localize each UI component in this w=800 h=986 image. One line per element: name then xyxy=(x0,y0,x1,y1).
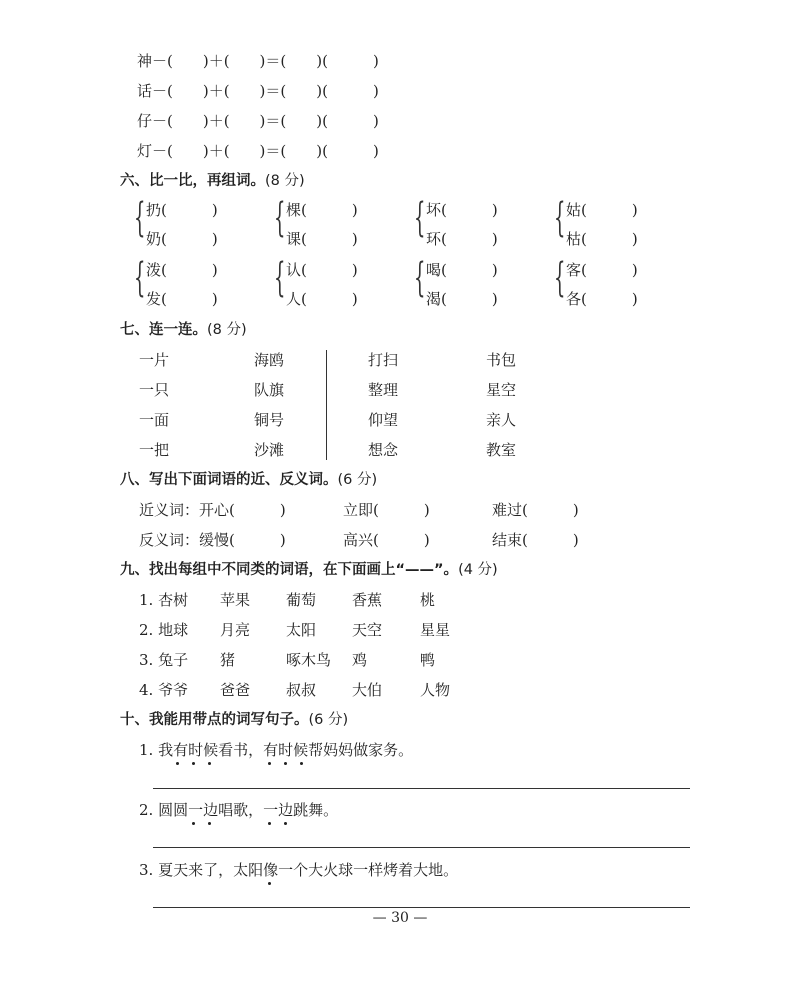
brace-icon: { xyxy=(274,255,286,301)
section-10-score: (6 分) xyxy=(308,712,349,728)
answer-line[interactable] xyxy=(153,907,690,908)
match-item: 书包 xyxy=(486,351,517,369)
match-item: 打扫 xyxy=(368,351,399,369)
section-9-heading xyxy=(120,561,498,579)
compare-item: 渴( ) xyxy=(426,290,498,308)
match-item: 想念 xyxy=(368,441,399,459)
emphasis-dot-icon xyxy=(300,762,303,765)
compare-item: 各( ) xyxy=(566,290,638,308)
word-item: 大伯 xyxy=(352,681,383,699)
section-10-heading xyxy=(120,711,348,729)
compare-item: 泼( ) xyxy=(146,261,218,279)
brace-icon: { xyxy=(414,255,426,301)
match-item: 亲人 xyxy=(486,411,517,429)
match-item: 星空 xyxy=(486,381,517,399)
match-item: 铜号 xyxy=(254,411,285,429)
word-item: 葡萄 xyxy=(286,591,317,609)
compare-item: 枯( ) xyxy=(566,230,638,248)
compare-item: 人( ) xyxy=(286,290,358,308)
antonym-item: 结束( ) xyxy=(492,531,579,549)
match-item: 沙滩 xyxy=(254,441,285,459)
synonym-item: 难过( ) xyxy=(492,501,579,519)
emphasis-dot-icon xyxy=(268,882,271,885)
decompose-row: 仔－( )＋( )＝( )( ) xyxy=(137,112,379,130)
section-7-heading xyxy=(120,321,247,339)
word-item: 爸爸 xyxy=(220,681,251,699)
emphasis-dot-icon xyxy=(268,762,271,765)
word-item: 太阳 xyxy=(286,621,317,639)
answer-line[interactable] xyxy=(153,847,690,848)
compare-item: 棵( ) xyxy=(286,201,358,219)
match-item: 队旗 xyxy=(254,381,285,399)
match-item: 仰望 xyxy=(368,411,399,429)
word-item: 叔叔 xyxy=(286,681,317,699)
word-item: 人物 xyxy=(420,681,451,699)
section-10-title: 十、我能用带点的词写句子。 xyxy=(120,712,309,728)
word-item: 鸡 xyxy=(352,651,368,669)
emphasis-dot-icon xyxy=(192,762,195,765)
decompose-row: 神－( )＋( )＝( )( ) xyxy=(137,52,379,70)
divider xyxy=(326,350,327,460)
compare-item: 客( ) xyxy=(566,261,638,279)
antonym-item: 反义词：缓慢( ) xyxy=(139,531,286,549)
match-item: 一把 xyxy=(139,441,170,459)
word-item: 星星 xyxy=(420,621,451,639)
synonym-item: 立即( ) xyxy=(343,501,430,519)
compare-item: 环( ) xyxy=(426,230,498,248)
brace-icon: { xyxy=(134,195,146,241)
compare-item: 发( ) xyxy=(146,290,218,308)
word-item: 鸭 xyxy=(420,651,436,669)
decompose-row: 话－( )＋( )＝( )( ) xyxy=(137,82,379,100)
section-7-score: (8 分) xyxy=(207,322,247,338)
word-item: 1. 杏树 xyxy=(139,591,189,609)
section-8-title: 八、写出下面词语的近、反义词。 xyxy=(120,472,338,488)
word-item: 月亮 xyxy=(220,621,251,639)
word-item: 3. 兔子 xyxy=(139,651,189,669)
brace-icon: { xyxy=(554,255,566,301)
emphasis-dot-icon xyxy=(284,762,287,765)
brace-icon: { xyxy=(134,255,146,301)
emphasis-dot-icon xyxy=(208,822,211,825)
match-item: 一只 xyxy=(139,381,170,399)
section-6-title: 六、比一比，再组词。 xyxy=(120,173,265,189)
section-8-score: (6 分) xyxy=(337,472,378,488)
example-sentence: 1. 我有时候看书，有时候帮妈妈做家务。 xyxy=(139,741,414,759)
brace-icon: { xyxy=(274,195,286,241)
section-6-heading xyxy=(120,172,305,190)
section-9-score: (4 分) xyxy=(458,562,498,578)
example-sentence: 2. 圆圆一边唱歌，一边跳舞。 xyxy=(139,801,339,819)
match-item: 一片 xyxy=(139,351,170,369)
example-sentence: 3. 夏天来了，太阳像一个大火球一样烤着大地。 xyxy=(139,861,459,879)
brace-icon: { xyxy=(554,195,566,241)
word-item: 啄木鸟 xyxy=(286,651,332,669)
word-item: 桃 xyxy=(420,591,436,609)
emphasis-dot-icon xyxy=(268,822,271,825)
emphasis-dot-icon xyxy=(284,822,287,825)
match-item: 海鸥 xyxy=(254,351,285,369)
compare-item: 奶( ) xyxy=(146,230,218,248)
answer-line[interactable] xyxy=(153,788,690,789)
decompose-row: 灯－( )＋( )＝( )( ) xyxy=(137,142,379,160)
page-number: — 30 — xyxy=(372,910,428,926)
word-item: 天空 xyxy=(352,621,383,639)
section-8-heading xyxy=(120,471,377,489)
compare-item: 课( ) xyxy=(286,230,358,248)
word-item: 猪 xyxy=(220,651,236,669)
compare-item: 喝( ) xyxy=(426,261,498,279)
compare-item: 姑( ) xyxy=(566,201,638,219)
section-9-title: 九、找出每组中不同类的词语，在下面画上“——”。 xyxy=(120,562,459,578)
section-6-score: (8 分) xyxy=(265,173,305,189)
antonym-item: 高兴( ) xyxy=(343,531,430,549)
compare-item: 认( ) xyxy=(286,261,358,279)
word-item: 香蕉 xyxy=(352,591,383,609)
match-item: 教室 xyxy=(486,441,517,459)
section-7-title: 七、连一连。 xyxy=(120,322,207,338)
synonym-item: 近义词：开心( ) xyxy=(139,501,286,519)
match-item: 一面 xyxy=(139,411,170,429)
brace-icon: { xyxy=(414,195,426,241)
match-item: 整理 xyxy=(368,381,399,399)
word-item: 4. 爷爷 xyxy=(139,681,189,699)
compare-item: 坏( ) xyxy=(426,201,498,219)
emphasis-dot-icon xyxy=(192,822,195,825)
emphasis-dot-icon xyxy=(208,762,211,765)
word-item: 苹果 xyxy=(220,591,251,609)
compare-item: 扔( ) xyxy=(146,201,218,219)
word-item: 2. 地球 xyxy=(139,621,189,639)
emphasis-dot-icon xyxy=(176,762,179,765)
